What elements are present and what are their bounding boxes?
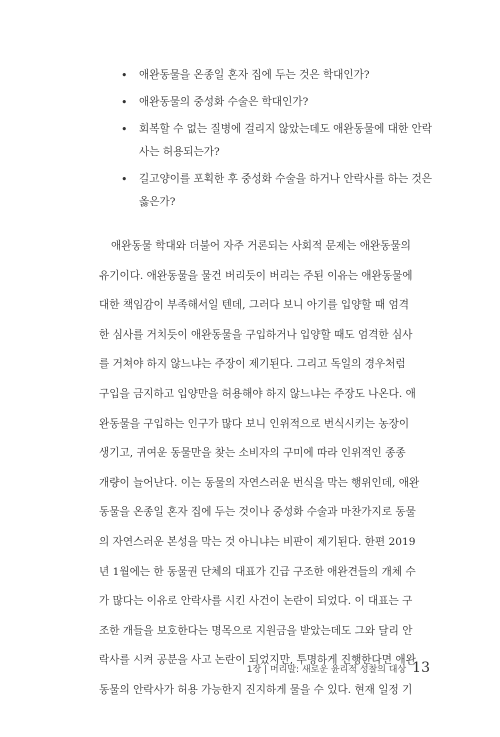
list-item-text: 길고양이를 포획한 후 중성화 수술을 하거나 안락사를 하는 것은: [139, 173, 433, 185]
paragraph-line: 조한 개들을 보호한다는 명목으로 지원금을 받았는데도 그와 달리 안: [99, 624, 413, 637]
list-item-text: 애완동물을 온종일 혼자 집에 두는 것은 학대인가?: [139, 69, 370, 81]
list-item: [119, 118, 439, 164]
paragraph-line: 생기고, 귀여운 동물만을 찾는 소비자의 구미에 따라 인위적인 종종: [99, 447, 406, 460]
paragraph-line: 년 1월에는 한 동물권 단체의 대표가 긴급 구조한 애완견들의 개체 수: [99, 565, 416, 578]
list-item-text: 사는 허용되는가?: [139, 146, 220, 158]
paragraph-line: 구입을 금지하고 입양만을 허용해야 하지 않느냐는 주장도 나온다. 애: [99, 387, 416, 400]
list-item: [119, 91, 439, 114]
paragraph-line: 락사를 시켜 공분을 사고 논란이 되었지만, 투명하게 진행한다면 애완: [99, 654, 416, 667]
paragraph-line: 개량이 늘어난다. 이는 동물의 자연스러운 번식을 막는 행위인데, 애완: [99, 476, 420, 489]
paragraph-line: 의 자연스러운 본성을 막는 것 아니냐는 비판이 제기된다. 한편 2019: [99, 535, 416, 548]
paragraph-line: 완동물을 구입하는 인구가 많다 보니 인위적으로 번식시키는 농장이: [99, 417, 410, 430]
list-item: [119, 168, 439, 214]
running-footer-chapter: 1장 | 머리말: 새로운 윤리적 성찰의 대상: [246, 665, 407, 675]
paragraph-line: 가 많다는 이유로 안락사를 시킨 사건이 논란이 되었다. 이 대표는 구: [99, 595, 413, 608]
paragraph-line: 애완동물 학대와 더불어 자주 거론되는 사회적 문제는 애완동물의: [111, 240, 411, 252]
list-item-text: 회복할 수 없는 질병에 걸리지 않았는데도 애완동물에 대한 안락: [139, 123, 433, 135]
bullet-icon: •: [121, 96, 128, 109]
paragraph-line: 동물을 온종일 혼자 집에 두는 것이나 중성화 수술과 마찬가지로 동물: [99, 506, 416, 519]
question-list: [119, 64, 439, 218]
list-item: [119, 64, 439, 87]
paragraph-line: 동물의 안락사가 허용 가능한지 진지하게 물을 수 있다. 현재 일정 기: [99, 683, 413, 696]
paragraph-line: 한 심사를 거치듯이 애완동물을 구입하거나 입양할 때도 엄격한 심사: [99, 328, 413, 341]
page-footer: [247, 660, 430, 676]
bullet-icon: •: [121, 123, 128, 136]
bullet-icon: •: [121, 173, 128, 186]
paragraph-line: 를 거쳐야 하지 않느냐는 주장이 제기된다. 그리고 독일의 경우처럼: [99, 358, 406, 371]
list-item-text: 애완동물의 중성화 수술은 학대인가?: [139, 96, 309, 108]
list-item-text: 옳은가?: [139, 196, 176, 208]
bullet-icon: •: [121, 69, 128, 82]
paragraph-line: 대한 책임감이 부족해서일 텐데, 그러다 보니 아기를 입양할 때 엄격: [99, 299, 409, 312]
page-number: 13: [412, 660, 430, 676]
body-paragraph: [99, 232, 434, 706]
paragraph-line: 유기이다. 애완동물을 물건 버리듯이 버리는 주된 이유는 애완동물에: [99, 269, 413, 282]
